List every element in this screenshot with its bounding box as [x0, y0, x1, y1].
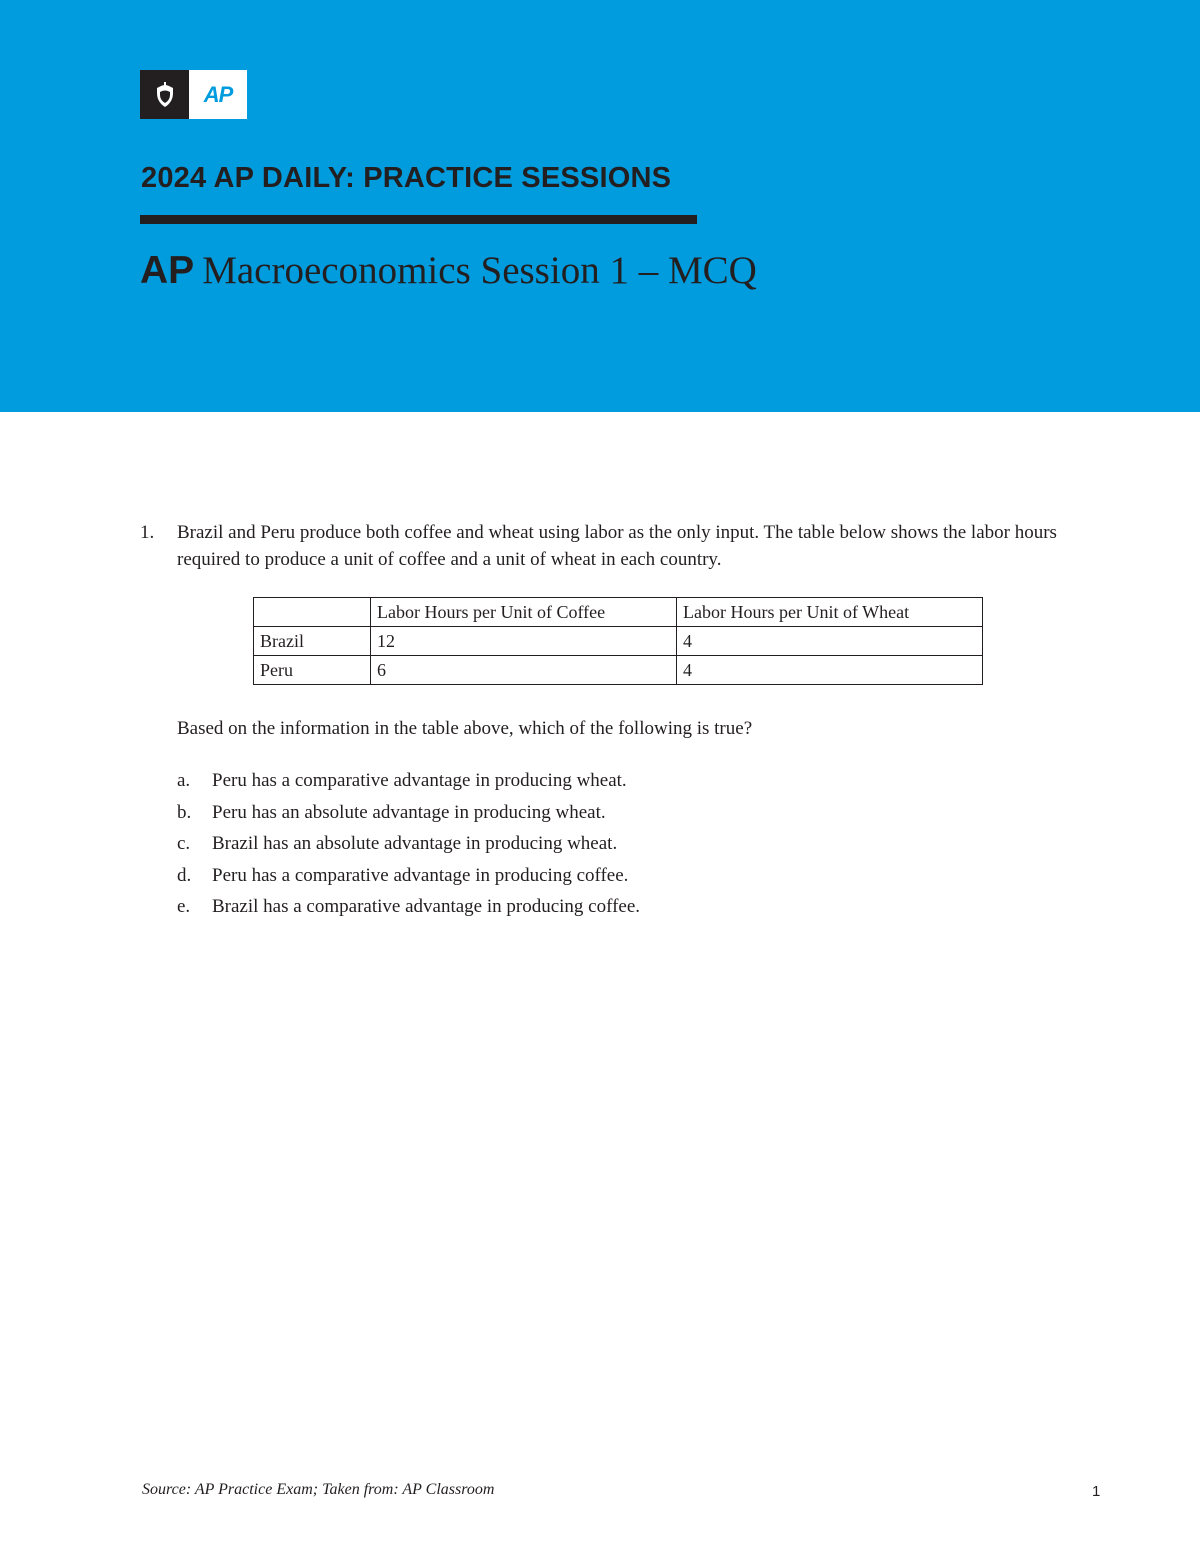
question-stem: Brazil and Peru produce both coffee and wheat using labor as the only input. The table below shows the labor hours required to produce a unit of coffee and a unit of wheat in each country.: [177, 522, 1057, 570]
table-cell: 6: [371, 656, 677, 685]
logo-ap-text: AP: [203, 81, 233, 107]
answer-choice-d: [177, 862, 640, 894]
answer-choice-e: [177, 893, 640, 925]
table-cell: 12: [371, 627, 677, 656]
answer-choice-b: [177, 799, 640, 831]
choice-letter: d.: [177, 864, 192, 886]
answer-choice-a: [177, 767, 640, 799]
question-prompt: Based on the information in the table above, which of the following is true?: [177, 718, 753, 739]
table-header-row: [254, 598, 983, 627]
kicker-divider: [140, 215, 697, 224]
footer-source: Source: AP Practice Exam; Taken from: AP Classroom: [142, 1481, 495, 1498]
choice-text: Brazil has a comparative advantage in producing coffee.: [212, 896, 641, 917]
choice-text: Brazil has an absolute advantage in producing wheat.: [212, 833, 618, 854]
title-subject: Macroeconomics Session 1 – MCQ: [202, 249, 757, 292]
choice-letter: a.: [177, 770, 191, 791]
choice-letter: c.: [177, 833, 191, 854]
series-kicker: 2024 AP DAILY: PRACTICE SESSIONS: [141, 162, 672, 194]
table-cell: Peru: [254, 656, 371, 685]
table-header-cell: Labor Hours per Unit of Coffee: [371, 598, 677, 627]
choice-text: Peru has a comparative advantage in producing coffee.: [212, 864, 629, 886]
table-row: [254, 627, 983, 656]
table-header-cell: [254, 598, 371, 627]
table-cell: 4: [677, 627, 983, 656]
document-title: [140, 248, 757, 293]
table-header-cell: Labor Hours per Unit of Wheat: [677, 598, 983, 627]
header-band: [0, 0, 1200, 412]
logo-acorn-tile: [140, 70, 189, 119]
question-1: [140, 519, 1080, 573]
answer-choice-c: [177, 830, 640, 862]
answer-choices: [177, 767, 640, 925]
choice-letter: b.: [177, 801, 192, 823]
choice-letter: e.: [177, 896, 191, 917]
college-board-acorn-icon: [152, 81, 178, 109]
logo-ap-tile: [189, 70, 247, 119]
choice-text: Peru has a comparative advantage in producing wheat.: [212, 770, 627, 791]
page-number: 1: [1092, 1483, 1101, 1500]
question-number: 1.: [140, 522, 155, 543]
table-cell: Brazil: [254, 627, 371, 656]
labor-hours-table: [253, 597, 983, 685]
choice-text: Peru has an absolute advantage in producing wheat.: [212, 801, 606, 823]
table-row: [254, 656, 983, 685]
ap-logo: [140, 70, 247, 119]
table-cell: 4: [677, 656, 983, 685]
title-ap-prefix: AP: [140, 249, 195, 292]
